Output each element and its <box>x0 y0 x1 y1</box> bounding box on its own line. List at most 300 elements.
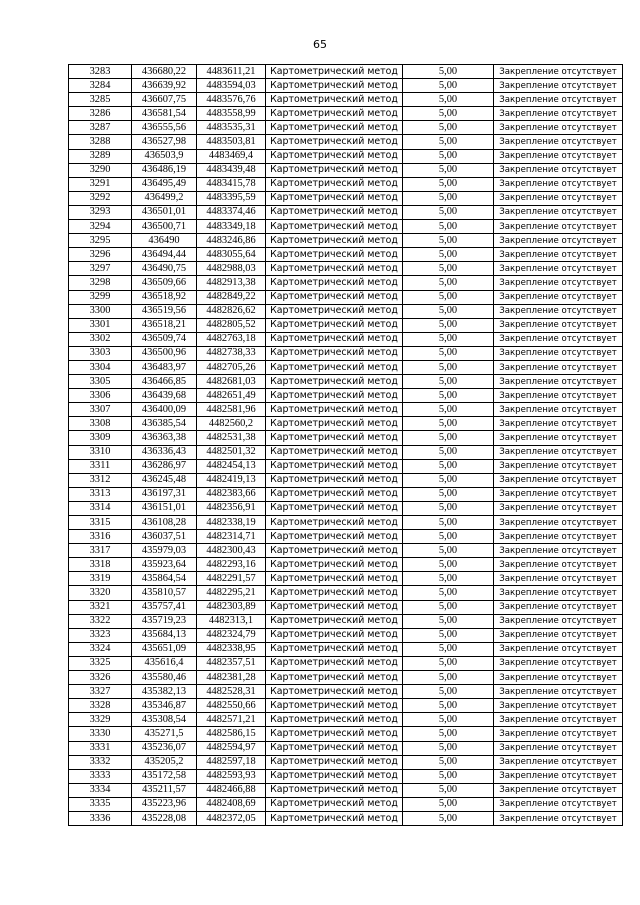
method-cell: Картометрический метод <box>266 501 403 515</box>
table-row <box>69 65 623 79</box>
x-coordinate-cell: 436439,68 <box>132 389 197 403</box>
fixation-cell: Закрепление отсутствует <box>494 572 623 586</box>
point-number-cell: 3325 <box>69 656 132 670</box>
y-coordinate-cell: 4483349,18 <box>197 220 266 234</box>
table-row <box>69 642 623 656</box>
fixation-cell: Закрепление отсутствует <box>494 121 623 135</box>
x-coordinate-cell: 435864,54 <box>132 572 197 586</box>
precision-cell: 5,00 <box>403 248 494 262</box>
table-row <box>69 360 623 374</box>
point-number-cell: 3330 <box>69 727 132 741</box>
point-number-cell: 3313 <box>69 487 132 501</box>
fixation-cell: Закрепление отсутствует <box>494 783 623 797</box>
fixation-cell: Закрепление отсутствует <box>494 403 623 417</box>
y-coordinate-cell: 4482357,51 <box>197 656 266 670</box>
y-coordinate-cell: 4482372,05 <box>197 811 266 825</box>
precision-cell: 5,00 <box>403 614 494 628</box>
y-coordinate-cell: 4483055,64 <box>197 248 266 262</box>
fixation-cell: Закрепление отсутствует <box>494 248 623 262</box>
table-row <box>69 459 623 473</box>
y-coordinate-cell: 4483611,21 <box>197 65 266 79</box>
precision-cell: 5,00 <box>403 544 494 558</box>
x-coordinate-cell: 435346,87 <box>132 699 197 713</box>
fixation-cell: Закрепление отсутствует <box>494 360 623 374</box>
point-number-cell: 3294 <box>69 220 132 234</box>
precision-cell: 5,00 <box>403 93 494 107</box>
point-number-cell: 3336 <box>69 811 132 825</box>
precision-cell: 5,00 <box>403 755 494 769</box>
y-coordinate-cell: 4482291,57 <box>197 572 266 586</box>
x-coordinate-cell: 435684,13 <box>132 628 197 642</box>
precision-cell: 5,00 <box>403 699 494 713</box>
point-number-cell: 3295 <box>69 234 132 248</box>
method-cell: Картометрический метод <box>266 135 403 149</box>
precision-cell: 5,00 <box>403 276 494 290</box>
fixation-cell: Закрепление отсутствует <box>494 642 623 656</box>
method-cell: Картометрический метод <box>266 685 403 699</box>
table-row <box>69 685 623 699</box>
y-coordinate-cell: 4482383,66 <box>197 487 266 501</box>
y-coordinate-cell: 4482303,89 <box>197 600 266 614</box>
table-row <box>69 727 623 741</box>
table-row <box>69 290 623 304</box>
x-coordinate-cell: 436108,28 <box>132 516 197 530</box>
x-coordinate-cell: 436363,38 <box>132 431 197 445</box>
fixation-cell: Закрепление отсутствует <box>494 205 623 219</box>
method-cell: Картометрический метод <box>266 642 403 656</box>
method-cell: Картометрический метод <box>266 290 403 304</box>
x-coordinate-cell: 436245,48 <box>132 473 197 487</box>
point-number-cell: 3292 <box>69 191 132 205</box>
fixation-cell: Закрепление отсутствует <box>494 656 623 670</box>
precision-cell: 5,00 <box>403 79 494 93</box>
y-coordinate-cell: 4482594,97 <box>197 741 266 755</box>
method-cell: Картометрический метод <box>266 544 403 558</box>
table-row <box>69 431 623 445</box>
fixation-cell: Закрепление отсутствует <box>494 79 623 93</box>
x-coordinate-cell: 436494,44 <box>132 248 197 262</box>
y-coordinate-cell: 4482913,38 <box>197 276 266 290</box>
precision-cell: 5,00 <box>403 375 494 389</box>
method-cell: Картометрический метод <box>266 121 403 135</box>
method-cell: Картометрический метод <box>266 445 403 459</box>
y-coordinate-cell: 4482295,21 <box>197 586 266 600</box>
y-coordinate-cell: 4482356,91 <box>197 501 266 515</box>
x-coordinate-cell: 435923,64 <box>132 558 197 572</box>
precision-cell: 5,00 <box>403 360 494 374</box>
fixation-cell: Закрепление отсутствует <box>494 699 623 713</box>
x-coordinate-cell: 436680,22 <box>132 65 197 79</box>
precision-cell: 5,00 <box>403 234 494 248</box>
y-coordinate-cell: 4482466,88 <box>197 783 266 797</box>
table-row <box>69 501 623 515</box>
x-coordinate-cell: 435719,23 <box>132 614 197 628</box>
precision-cell: 5,00 <box>403 685 494 699</box>
fixation-cell: Закрепление отсутствует <box>494 149 623 163</box>
y-coordinate-cell: 4482550,66 <box>197 699 266 713</box>
fixation-cell: Закрепление отсутствует <box>494 389 623 403</box>
x-coordinate-cell: 436037,51 <box>132 530 197 544</box>
fixation-cell: Закрепление отсутствует <box>494 713 623 727</box>
y-coordinate-cell: 4482300,43 <box>197 544 266 558</box>
y-coordinate-cell: 4482805,52 <box>197 318 266 332</box>
x-coordinate-cell: 436519,56 <box>132 304 197 318</box>
fixation-cell: Закрепление отсутствует <box>494 191 623 205</box>
table-row <box>69 234 623 248</box>
point-number-cell: 3312 <box>69 473 132 487</box>
method-cell: Картометрический метод <box>266 713 403 727</box>
precision-cell: 5,00 <box>403 459 494 473</box>
y-coordinate-cell: 4482501,32 <box>197 445 266 459</box>
y-coordinate-cell: 4482528,31 <box>197 685 266 699</box>
y-coordinate-cell: 4482324,79 <box>197 628 266 642</box>
point-number-cell: 3288 <box>69 135 132 149</box>
fixation-cell: Закрепление отсутствует <box>494 290 623 304</box>
table-row <box>69 107 623 121</box>
y-coordinate-cell: 4482988,03 <box>197 262 266 276</box>
table-row <box>69 121 623 135</box>
precision-cell: 5,00 <box>403 389 494 403</box>
x-coordinate-cell: 436518,21 <box>132 318 197 332</box>
point-number-cell: 3305 <box>69 375 132 389</box>
x-coordinate-cell: 435616,4 <box>132 656 197 670</box>
point-number-cell: 3286 <box>69 107 132 121</box>
method-cell: Картометрический метод <box>266 769 403 783</box>
table-row <box>69 811 623 825</box>
method-cell: Картометрический метод <box>266 389 403 403</box>
method-cell: Картометрический метод <box>266 530 403 544</box>
method-cell: Картометрический метод <box>266 65 403 79</box>
coordinates-table-body <box>69 65 623 826</box>
precision-cell: 5,00 <box>403 177 494 191</box>
x-coordinate-cell: 435205,2 <box>132 755 197 769</box>
point-number-cell: 3298 <box>69 276 132 290</box>
method-cell: Картометрический метод <box>266 600 403 614</box>
x-coordinate-cell: 436499,2 <box>132 191 197 205</box>
method-cell: Картометрический метод <box>266 516 403 530</box>
table-row <box>69 220 623 234</box>
table-row <box>69 544 623 558</box>
y-coordinate-cell: 4482338,95 <box>197 642 266 656</box>
y-coordinate-cell: 4482763,18 <box>197 332 266 346</box>
method-cell: Картометрический метод <box>266 473 403 487</box>
y-coordinate-cell: 4482581,96 <box>197 403 266 417</box>
y-coordinate-cell: 4482531,38 <box>197 431 266 445</box>
precision-cell: 5,00 <box>403 530 494 544</box>
y-coordinate-cell: 4483576,76 <box>197 93 266 107</box>
method-cell: Картометрический метод <box>266 318 403 332</box>
x-coordinate-cell: 436500,96 <box>132 346 197 360</box>
table-row <box>69 403 623 417</box>
table-row <box>69 135 623 149</box>
y-coordinate-cell: 4482849,22 <box>197 290 266 304</box>
point-number-cell: 3314 <box>69 501 132 515</box>
precision-cell: 5,00 <box>403 713 494 727</box>
table-row <box>69 741 623 755</box>
precision-cell: 5,00 <box>403 149 494 163</box>
table-row <box>69 346 623 360</box>
precision-cell: 5,00 <box>403 769 494 783</box>
x-coordinate-cell: 436490,75 <box>132 262 197 276</box>
table-row <box>69 699 623 713</box>
table-row <box>69 332 623 346</box>
x-coordinate-cell: 436639,92 <box>132 79 197 93</box>
fixation-cell: Закрепление отсутствует <box>494 558 623 572</box>
precision-cell: 5,00 <box>403 516 494 530</box>
fixation-cell: Закрепление отсутствует <box>494 93 623 107</box>
fixation-cell: Закрепление отсутствует <box>494 304 623 318</box>
y-coordinate-cell: 4483395,59 <box>197 191 266 205</box>
method-cell: Картометрический метод <box>266 346 403 360</box>
fixation-cell: Закрепление отсутствует <box>494 797 623 811</box>
precision-cell: 5,00 <box>403 65 494 79</box>
y-coordinate-cell: 4483558,99 <box>197 107 266 121</box>
x-coordinate-cell: 436483,97 <box>132 360 197 374</box>
table-row <box>69 614 623 628</box>
point-number-cell: 3321 <box>69 600 132 614</box>
table-row <box>69 177 623 191</box>
table-row <box>69 572 623 586</box>
fixation-cell: Закрепление отсутствует <box>494 262 623 276</box>
method-cell: Картометрический метод <box>266 262 403 276</box>
x-coordinate-cell: 436500,71 <box>132 220 197 234</box>
fixation-cell: Закрепление отсутствует <box>494 375 623 389</box>
point-number-cell: 3328 <box>69 699 132 713</box>
y-coordinate-cell: 4482313,1 <box>197 614 266 628</box>
page-number: 65 <box>313 38 327 51</box>
fixation-cell: Закрепление отсутствует <box>494 431 623 445</box>
x-coordinate-cell: 435810,57 <box>132 586 197 600</box>
precision-cell: 5,00 <box>403 417 494 431</box>
precision-cell: 5,00 <box>403 346 494 360</box>
y-coordinate-cell: 4483246,86 <box>197 234 266 248</box>
x-coordinate-cell: 436385,54 <box>132 417 197 431</box>
table-row <box>69 797 623 811</box>
method-cell: Картометрический метод <box>266 205 403 219</box>
table-row <box>69 276 623 290</box>
fixation-cell: Закрепление отсутствует <box>494 628 623 642</box>
fixation-cell: Закрепление отсутствует <box>494 671 623 685</box>
point-number-cell: 3326 <box>69 671 132 685</box>
fixation-cell: Закрепление отсутствует <box>494 501 623 515</box>
y-coordinate-cell: 4483415,78 <box>197 177 266 191</box>
method-cell: Картометрический метод <box>266 93 403 107</box>
point-number-cell: 3284 <box>69 79 132 93</box>
y-coordinate-cell: 4482293,16 <box>197 558 266 572</box>
table-row <box>69 473 623 487</box>
fixation-cell: Закрепление отсутствует <box>494 346 623 360</box>
fixation-cell: Закрепление отсутствует <box>494 135 623 149</box>
fixation-cell: Закрепление отсутствует <box>494 445 623 459</box>
y-coordinate-cell: 4483594,03 <box>197 79 266 93</box>
fixation-cell: Закрепление отсутствует <box>494 107 623 121</box>
precision-cell: 5,00 <box>403 163 494 177</box>
table-row <box>69 417 623 431</box>
table-row <box>69 149 623 163</box>
y-coordinate-cell: 4482454,13 <box>197 459 266 473</box>
point-number-cell: 3309 <box>69 431 132 445</box>
fixation-cell: Закрепление отсутствует <box>494 516 623 530</box>
precision-cell: 5,00 <box>403 811 494 825</box>
point-number-cell: 3289 <box>69 149 132 163</box>
table-row <box>69 600 623 614</box>
x-coordinate-cell: 436503,9 <box>132 149 197 163</box>
fixation-cell: Закрепление отсутствует <box>494 417 623 431</box>
table-row <box>69 487 623 501</box>
method-cell: Картометрический метод <box>266 628 403 642</box>
fixation-cell: Закрепление отсутствует <box>494 811 623 825</box>
method-cell: Картометрический метод <box>266 727 403 741</box>
x-coordinate-cell: 435236,07 <box>132 741 197 755</box>
point-number-cell: 3290 <box>69 163 132 177</box>
table-row <box>69 205 623 219</box>
x-coordinate-cell: 436501,01 <box>132 205 197 219</box>
y-coordinate-cell: 4483503,81 <box>197 135 266 149</box>
table-row <box>69 516 623 530</box>
x-coordinate-cell: 436518,92 <box>132 290 197 304</box>
table-row <box>69 375 623 389</box>
table-row <box>69 713 623 727</box>
x-coordinate-cell: 436400,09 <box>132 403 197 417</box>
method-cell: Картометрический метод <box>266 276 403 290</box>
table-row <box>69 445 623 459</box>
precision-cell: 5,00 <box>403 445 494 459</box>
x-coordinate-cell: 436336,43 <box>132 445 197 459</box>
point-number-cell: 3296 <box>69 248 132 262</box>
y-coordinate-cell: 4482560,2 <box>197 417 266 431</box>
point-number-cell: 3283 <box>69 65 132 79</box>
precision-cell: 5,00 <box>403 220 494 234</box>
method-cell: Картометрический метод <box>266 163 403 177</box>
table-row <box>69 628 623 642</box>
method-cell: Картометрический метод <box>266 783 403 797</box>
x-coordinate-cell: 436509,74 <box>132 332 197 346</box>
precision-cell: 5,00 <box>403 135 494 149</box>
table-row <box>69 389 623 403</box>
x-coordinate-cell: 436490 <box>132 234 197 248</box>
y-coordinate-cell: 4482705,26 <box>197 360 266 374</box>
fixation-cell: Закрепление отсутствует <box>494 473 623 487</box>
point-number-cell: 3293 <box>69 205 132 219</box>
fixation-cell: Закрепление отсутствует <box>494 65 623 79</box>
y-coordinate-cell: 4482681,03 <box>197 375 266 389</box>
method-cell: Картометрический метод <box>266 403 403 417</box>
precision-cell: 5,00 <box>403 586 494 600</box>
point-number-cell: 3303 <box>69 346 132 360</box>
point-number-cell: 3318 <box>69 558 132 572</box>
fixation-cell: Закрепление отсутствует <box>494 685 623 699</box>
method-cell: Картометрический метод <box>266 459 403 473</box>
precision-cell: 5,00 <box>403 558 494 572</box>
table-row <box>69 769 623 783</box>
method-cell: Картометрический метод <box>266 107 403 121</box>
fixation-cell: Закрепление отсутствует <box>494 741 623 755</box>
method-cell: Картометрический метод <box>266 572 403 586</box>
point-number-cell: 3323 <box>69 628 132 642</box>
point-number-cell: 3299 <box>69 290 132 304</box>
fixation-cell: Закрепление отсутствует <box>494 614 623 628</box>
table-row <box>69 530 623 544</box>
table-row <box>69 191 623 205</box>
y-coordinate-cell: 4483439,48 <box>197 163 266 177</box>
precision-cell: 5,00 <box>403 600 494 614</box>
table-row <box>69 163 623 177</box>
point-number-cell: 3291 <box>69 177 132 191</box>
point-number-cell: 3317 <box>69 544 132 558</box>
precision-cell: 5,00 <box>403 671 494 685</box>
fixation-cell: Закрепление отсутствует <box>494 459 623 473</box>
method-cell: Картометрический метод <box>266 417 403 431</box>
method-cell: Картометрический метод <box>266 220 403 234</box>
fixation-cell: Закрепление отсутствует <box>494 600 623 614</box>
method-cell: Картометрический метод <box>266 558 403 572</box>
x-coordinate-cell: 436607,75 <box>132 93 197 107</box>
x-coordinate-cell: 435382,13 <box>132 685 197 699</box>
point-number-cell: 3297 <box>69 262 132 276</box>
method-cell: Картометрический метод <box>266 304 403 318</box>
precision-cell: 5,00 <box>403 642 494 656</box>
method-cell: Картометрический метод <box>266 586 403 600</box>
fixation-cell: Закрепление отсутствует <box>494 544 623 558</box>
x-coordinate-cell: 435211,57 <box>132 783 197 797</box>
x-coordinate-cell: 435223,96 <box>132 797 197 811</box>
method-cell: Картометрический метод <box>266 177 403 191</box>
method-cell: Картометрический метод <box>266 360 403 374</box>
method-cell: Картометрический метод <box>266 699 403 713</box>
point-number-cell: 3302 <box>69 332 132 346</box>
table-row <box>69 262 623 276</box>
y-coordinate-cell: 4482651,49 <box>197 389 266 403</box>
y-coordinate-cell: 4483469,4 <box>197 149 266 163</box>
point-number-cell: 3320 <box>69 586 132 600</box>
point-number-cell: 3319 <box>69 572 132 586</box>
fixation-cell: Закрепление отсутствует <box>494 332 623 346</box>
fixation-cell: Закрепление отсутствует <box>494 530 623 544</box>
method-cell: Картометрический метод <box>266 797 403 811</box>
point-number-cell: 3315 <box>69 516 132 530</box>
y-coordinate-cell: 4482826,62 <box>197 304 266 318</box>
x-coordinate-cell: 435979,03 <box>132 544 197 558</box>
method-cell: Картометрический метод <box>266 671 403 685</box>
point-number-cell: 3333 <box>69 769 132 783</box>
fixation-cell: Закрепление отсутствует <box>494 234 623 248</box>
x-coordinate-cell: 435651,09 <box>132 642 197 656</box>
point-number-cell: 3301 <box>69 318 132 332</box>
precision-cell: 5,00 <box>403 572 494 586</box>
point-number-cell: 3311 <box>69 459 132 473</box>
method-cell: Картометрический метод <box>266 191 403 205</box>
x-coordinate-cell: 435271,5 <box>132 727 197 741</box>
precision-cell: 5,00 <box>403 262 494 276</box>
method-cell: Картометрический метод <box>266 332 403 346</box>
point-number-cell: 3334 <box>69 783 132 797</box>
point-number-cell: 3300 <box>69 304 132 318</box>
x-coordinate-cell: 436151,01 <box>132 501 197 515</box>
precision-cell: 5,00 <box>403 501 494 515</box>
table-row <box>69 671 623 685</box>
precision-cell: 5,00 <box>403 304 494 318</box>
x-coordinate-cell: 435228,08 <box>132 811 197 825</box>
point-number-cell: 3324 <box>69 642 132 656</box>
fixation-cell: Закрепление отсутствует <box>494 318 623 332</box>
y-coordinate-cell: 4482593,93 <box>197 769 266 783</box>
precision-cell: 5,00 <box>403 797 494 811</box>
y-coordinate-cell: 4482338,19 <box>197 516 266 530</box>
precision-cell: 5,00 <box>403 121 494 135</box>
table-row <box>69 558 623 572</box>
method-cell: Картометрический метод <box>266 79 403 93</box>
x-coordinate-cell: 436527,98 <box>132 135 197 149</box>
